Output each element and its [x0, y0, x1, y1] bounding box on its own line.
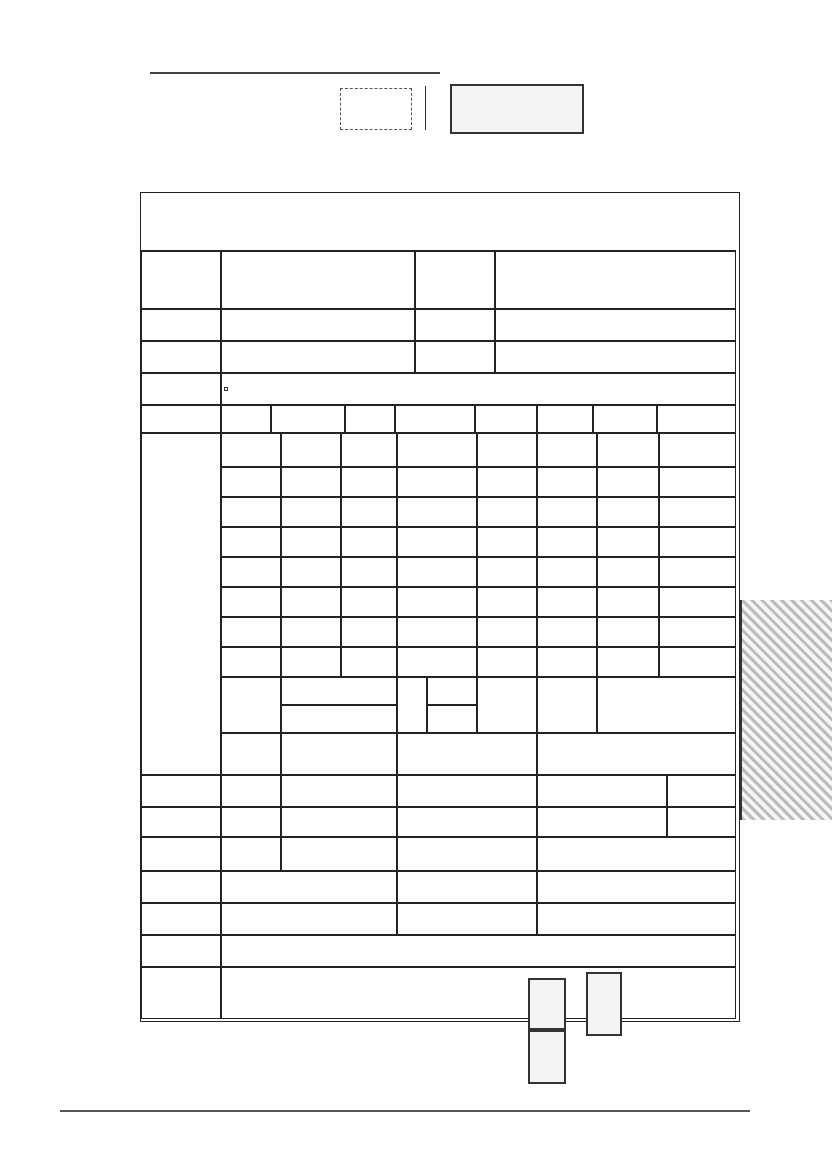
stamp-chief: [528, 1030, 566, 1084]
floor-use-right: [659, 557, 736, 587]
label-designer-name: [221, 775, 281, 807]
label-supervisor: [141, 807, 221, 837]
value-contractor-company: [537, 837, 736, 871]
floor-use-right: [659, 647, 736, 677]
value-cost: [221, 871, 397, 903]
label-supervisor-office: [397, 807, 537, 837]
value-contractor: [281, 837, 397, 871]
floor-height: [341, 467, 397, 497]
label-supervisor-name: [221, 807, 281, 837]
value-designer-office: [537, 775, 667, 807]
floor-area-right: [537, 467, 597, 497]
total-area: [537, 647, 597, 677]
floor-height-right: [597, 617, 659, 647]
floor-height: [341, 587, 397, 617]
floor-name-right: [477, 557, 537, 587]
floor-area: [281, 647, 341, 677]
floor-height-right: [597, 587, 659, 617]
floor-area-right: [537, 587, 597, 617]
floor-name-right: [477, 527, 537, 557]
floor-name-right: [477, 467, 537, 497]
floor-use: [397, 527, 477, 557]
floor-height: [341, 617, 397, 647]
floor-use: [397, 647, 477, 677]
floor-height: [341, 527, 397, 557]
label-arcade: [221, 405, 271, 433]
stamp-tech: [528, 978, 566, 1030]
label-designer-license: [667, 775, 736, 807]
floor-name: [221, 467, 281, 497]
label-designer: [141, 775, 221, 807]
col-height-right: [597, 433, 659, 467]
floor-height-right: [597, 647, 659, 677]
value-issue-date: [221, 903, 397, 935]
label-structure: [415, 309, 495, 341]
floor-area-right: [537, 617, 597, 647]
label-cost: [141, 871, 221, 903]
floor-area: [281, 557, 341, 587]
col-area-right: [537, 433, 597, 467]
floor-area-right: [537, 527, 597, 557]
label-storey-height: [221, 733, 281, 775]
stamp-section: [586, 972, 622, 1036]
col-item-right: [477, 433, 537, 467]
label-base-area: [141, 405, 221, 433]
top-stamp: [300, 82, 582, 134]
value-supervisor-office: [537, 807, 667, 837]
label-address: [415, 251, 495, 309]
col-area-left: [281, 433, 341, 467]
floor-area-right: [537, 497, 597, 527]
label-supervisor-license: [667, 807, 736, 837]
floor-area: [281, 587, 341, 617]
label-floors: [415, 341, 495, 373]
top-rule: [150, 72, 440, 74]
shelter-ground: [281, 677, 397, 705]
floor-use-right: [659, 527, 736, 557]
label-contractor-company: [397, 837, 537, 871]
label-contractor-name: [221, 837, 281, 871]
value-permit-no: [221, 935, 736, 967]
floor-name: [221, 557, 281, 587]
value-address: [495, 251, 736, 309]
label-roof: [537, 677, 597, 733]
floor-height-right: [597, 527, 659, 557]
label-summary: [141, 433, 221, 775]
floor-use-right: [659, 587, 736, 617]
value-floors: [495, 341, 736, 373]
floor-height-right: [597, 497, 659, 527]
floor-use-right: [659, 617, 736, 647]
floor-name-right: [477, 497, 537, 527]
floor-use: [397, 587, 477, 617]
floor-use: [397, 617, 477, 647]
value-supervisor: [281, 807, 397, 837]
floor-area: [281, 497, 341, 527]
floor-use: [397, 467, 477, 497]
stamp-year: [340, 88, 412, 130]
floor-height: [341, 497, 397, 527]
floor-height: [341, 557, 397, 587]
title-row: [141, 193, 736, 251]
value-category: [221, 309, 415, 341]
floor-name: [221, 647, 281, 677]
col-use-right: [659, 433, 736, 467]
label-permit-no: [141, 935, 221, 967]
floor-name: [221, 617, 281, 647]
value-coverage: [537, 405, 593, 433]
floor-height-right: [597, 557, 659, 587]
label-coverage: [475, 405, 537, 433]
permit-form: [140, 192, 740, 1022]
value-start: [537, 903, 736, 935]
value-designer: [281, 775, 397, 807]
floor-height: [341, 647, 397, 677]
label-complete: [397, 871, 537, 903]
floor-name: [221, 527, 281, 557]
official-seal-fragment: [740, 600, 832, 820]
floor-area-right: [537, 557, 597, 587]
label-category: [141, 309, 221, 341]
label-builder: [141, 251, 221, 309]
bottom-rule: [60, 1110, 750, 1112]
label-building-height: [397, 733, 537, 775]
label-outdoor: [427, 705, 477, 733]
value-storey-height: [281, 733, 397, 775]
label-remarks: [141, 967, 221, 1019]
floor-use-right: [659, 497, 736, 527]
col-height-left: [341, 433, 397, 467]
shelter-under: [281, 705, 397, 733]
floor-name-right: [477, 617, 537, 647]
floor-name-right: [477, 587, 537, 617]
label-parking: [397, 677, 427, 733]
label-designer-office: [397, 775, 537, 807]
floor-area: [281, 617, 341, 647]
value-complete: [537, 871, 736, 903]
stamp-registration: [450, 84, 584, 134]
col-item-left: [221, 433, 281, 467]
floor-use: [397, 497, 477, 527]
floor-name-right: [477, 647, 537, 677]
floor-name: [221, 587, 281, 617]
open-space-unit: [657, 405, 736, 433]
col-use-left: [397, 433, 477, 467]
value-structure: [495, 309, 736, 341]
label-open-space: [593, 405, 657, 433]
value-builder: [221, 251, 415, 309]
floor-area: [281, 527, 341, 557]
floor-use: [397, 557, 477, 587]
label-start: [397, 903, 537, 935]
floor-name: [221, 497, 281, 527]
label-indoor: [427, 677, 477, 705]
arcade-unit: [271, 405, 345, 433]
label-other: [345, 405, 395, 433]
floor-use-right: [659, 467, 736, 497]
label-issue-date: [141, 903, 221, 935]
value-zoning: [221, 341, 415, 373]
label-shelter: [221, 677, 281, 733]
label-zoning: [141, 341, 221, 373]
label-site: [141, 373, 221, 405]
floor-area: [281, 467, 341, 497]
value-site: [221, 373, 736, 405]
label-contractor: [141, 837, 221, 871]
floor-height-right: [597, 467, 659, 497]
value-other-area: [395, 405, 475, 433]
